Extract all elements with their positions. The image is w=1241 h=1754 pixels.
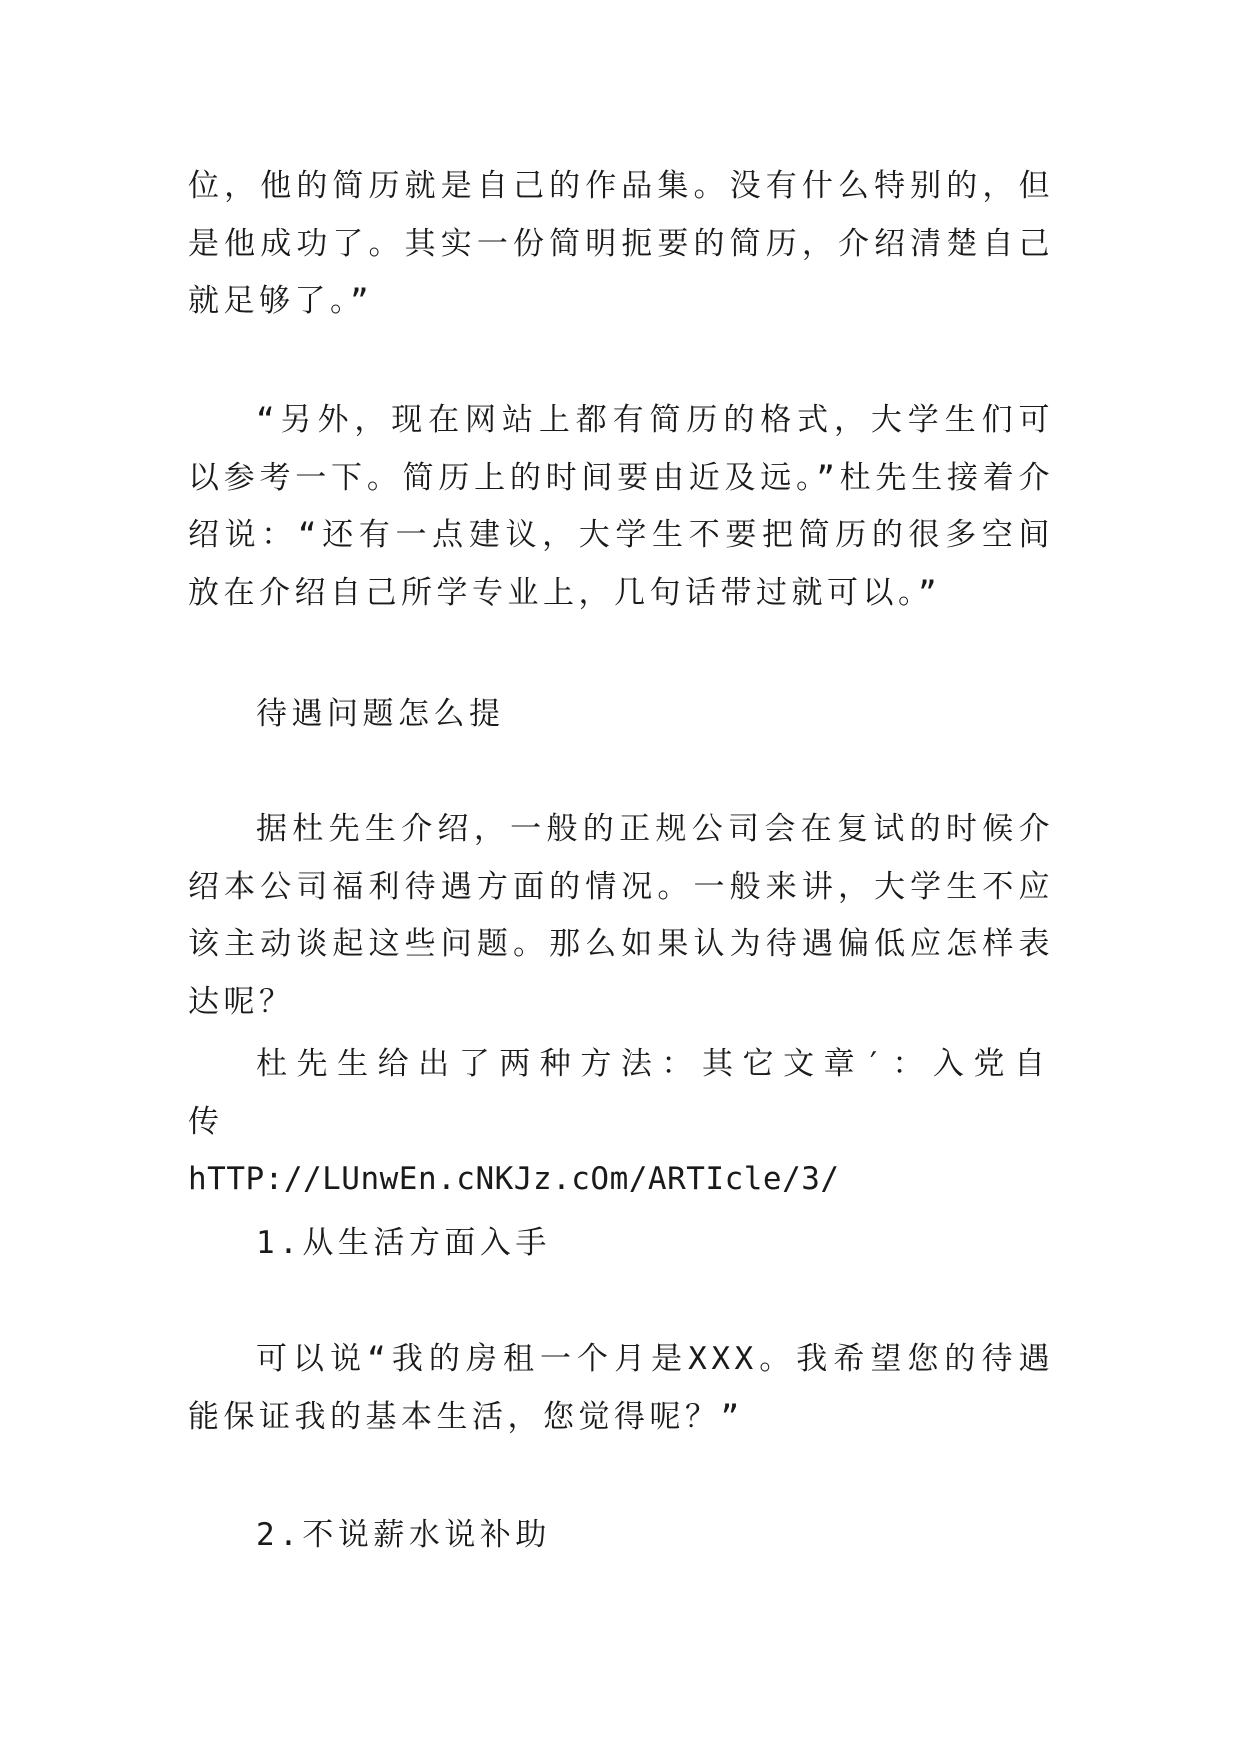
paragraph-rent-example: 可以说“我的房租一个月是XXX。我希望您的待遇能保证我的基本生活，您觉得呢？”: [188, 1341, 1054, 1435]
paragraph-two-methods: [188, 1036, 1054, 1209]
article-url: hTTP://LUnwEn.cNKJz.cOm/ARTIcle/3/: [188, 1161, 840, 1197]
paragraph-resume-format-advice: “另外，现在网站上都有简历的格式，大学生们可以参考一下。简历上的时间要由近及远。”杜先生接着介绍说：“还有一点建议，大学生不要把简历的很多空间放在介绍自己所学专业上，几句话带过就可以。”: [188, 402, 1054, 611]
paragraph-resume-portfolio: 位，他的简历就是自己的作品集。没有什么特别的，但是他成功了。其实一份简明扼要的简历，介绍清楚自己就足够了。”: [188, 168, 1054, 319]
section-heading-salary: 待遇问题怎么提: [256, 696, 505, 732]
two-methods-text: 杜先生给出了两种方法：其它文章′：入党自传: [188, 1046, 1054, 1140]
paragraph-salary-intro: 据杜先生介绍，一般的正规公司会在复试的时候介绍本公司福利待遇方面的情况。一般来讲，大学生不应该主动谈起这些问题。那么如果认为待遇偏低应怎样表达呢？: [188, 811, 1054, 1020]
list-heading-1: 1.从生活方面入手: [256, 1225, 551, 1261]
list-heading-2: 2.不说薪水说补助: [256, 1517, 551, 1553]
